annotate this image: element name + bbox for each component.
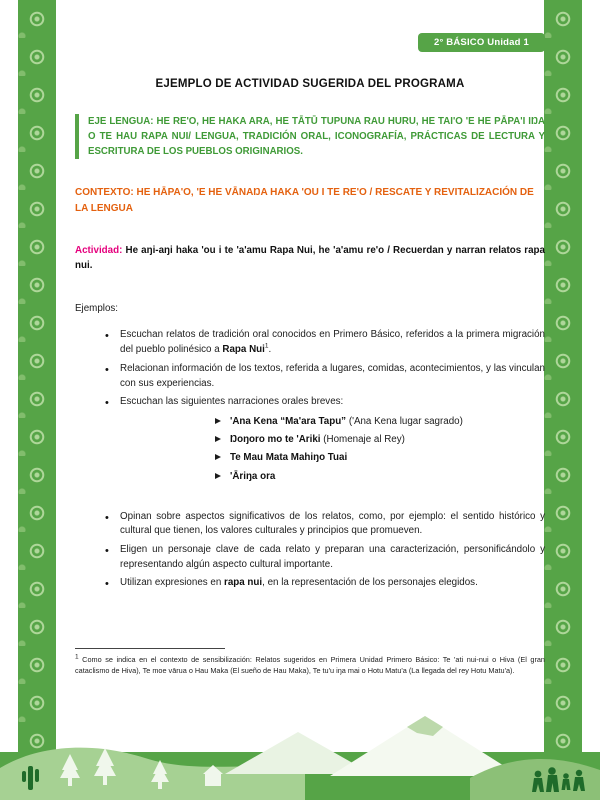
bullet1-pre: Escuchan relatos de tradición oral conocidos en Primero Básico, referidos a la primera migración del pueblo polinésico a xyxy=(120,329,545,356)
list-item-relacionan: • Relacionan información de los textos, referida a lugares, comidas, acontecimientos, y las vinculan con sus experiencias. xyxy=(105,362,545,391)
narracion-name: 'Ana Kena “Ma'ara Tapu” xyxy=(230,415,349,427)
arrow-bullet-icon xyxy=(215,473,221,479)
list-item-eligen: • Eligen un personaje clave de cada relato y preparan una caracterización, personificándolo y representando algún aspecto cultural importante. xyxy=(105,543,545,572)
page-title: EJEMPLO DE ACTIVIDAD SUGERIDA DEL PROGRAMA xyxy=(155,78,465,90)
list-item-escuchan-relatos xyxy=(105,328,545,357)
actividad-label: Actividad: xyxy=(75,245,123,257)
narracion-name: Te Mau Mata Mahiŋo Tuai xyxy=(230,452,348,464)
document-content xyxy=(75,0,545,595)
footnote-divider xyxy=(75,648,225,649)
right-decorative-border xyxy=(544,0,582,800)
actividad-text: He aŋi-aŋi haka 'ou i te 'a'amu Rapa Nui, he 'a'amu re'o / Recuerdan y narran relatos rapa nui. xyxy=(75,245,545,271)
narracion-item xyxy=(215,415,545,429)
bullet1-post: . xyxy=(268,344,272,356)
narracion-item xyxy=(215,433,545,447)
narracion-gloss: ('Ana Kena lugar sagrado) xyxy=(348,415,463,427)
arrow-bullet-icon xyxy=(215,454,221,460)
eje-lengua-block xyxy=(75,114,545,159)
actividad-line xyxy=(75,244,545,273)
bullet3-text: Escuchan las siguientes narraciones orales breves: xyxy=(120,396,344,408)
narraciones-sublist xyxy=(215,415,545,484)
bullet6-post: , en la representación de los personajes elegidos. xyxy=(262,577,478,589)
unit-badge: 2° BÁSICO Unidad 1 xyxy=(418,33,545,52)
list-item-opinan: • Opinan sobre aspectos significativos de los relatos, como, por ejemplo: el sentido histórico y cultural que tienen, los valores culturales y principios que promueven. xyxy=(105,510,545,539)
footnote-body: Como se indica en el contexto de sensibilización: Relatos sugeridos en Primera Unidad Primero Básico: Te 'ati nui-nui o Hiva (El gran cataclismo de Hiva), Te moe vārua o Hau Maka (El sueño de Hau Maka), Te tu'u iŋa mai o Hotu Matu'a (La llegada del rey Hotu Matu'a). xyxy=(75,655,545,676)
bullet6-pre: Utilizan expresiones en xyxy=(120,577,225,589)
narracion-name: Ŋoŋoro mo te 'Ariki xyxy=(230,434,324,446)
list-item-utilizan xyxy=(105,576,545,591)
narracion-item xyxy=(215,470,545,484)
left-decorative-border xyxy=(18,0,56,800)
list-item-narraciones xyxy=(105,395,545,484)
eje-lengua-text: EJE LENGUA: HE RE'O, HE HAKA ARA, HE TĀTŪ TUPUNA RAU HURU, HE TAI'O 'E HE PĀPA'I IŊA O TE HAU RAPA NUI/ LENGUA, TRADICIÓN ORAL, ICONOGRAFÍA, PRÁCTICAS DE LECTURA Y ESCRITURA DE LOS PUEBLOS ORIGINARIOS. xyxy=(88,116,545,158)
ejemplos-list xyxy=(75,328,545,591)
footnote-text xyxy=(75,654,545,677)
narracion-item xyxy=(215,451,545,465)
bullet6-bold: rapa nui xyxy=(224,577,263,589)
footnote-number: 1 xyxy=(75,653,79,661)
ejemplos-label: Ejemplos: xyxy=(75,303,119,315)
arrow-bullet-icon xyxy=(215,436,221,442)
footnote-area xyxy=(75,648,545,677)
narracion-gloss: (Homenaje al Rey) xyxy=(323,434,405,446)
narracion-name: 'Āriŋa ora xyxy=(230,470,276,482)
arrow-bullet-icon xyxy=(215,418,221,424)
footer-illustration xyxy=(0,708,600,800)
footnote-ref-marker: 1 xyxy=(264,342,269,350)
contexto-text: CONTEXTO: HE HĀPA'O, 'E HE VĀNAŊA HAKA 'OU I TE RE'O / RESCATE Y REVITALIZACIÓN DE LA LENGUA xyxy=(75,187,534,214)
bullet1-bold: Rapa Nui xyxy=(222,344,265,356)
